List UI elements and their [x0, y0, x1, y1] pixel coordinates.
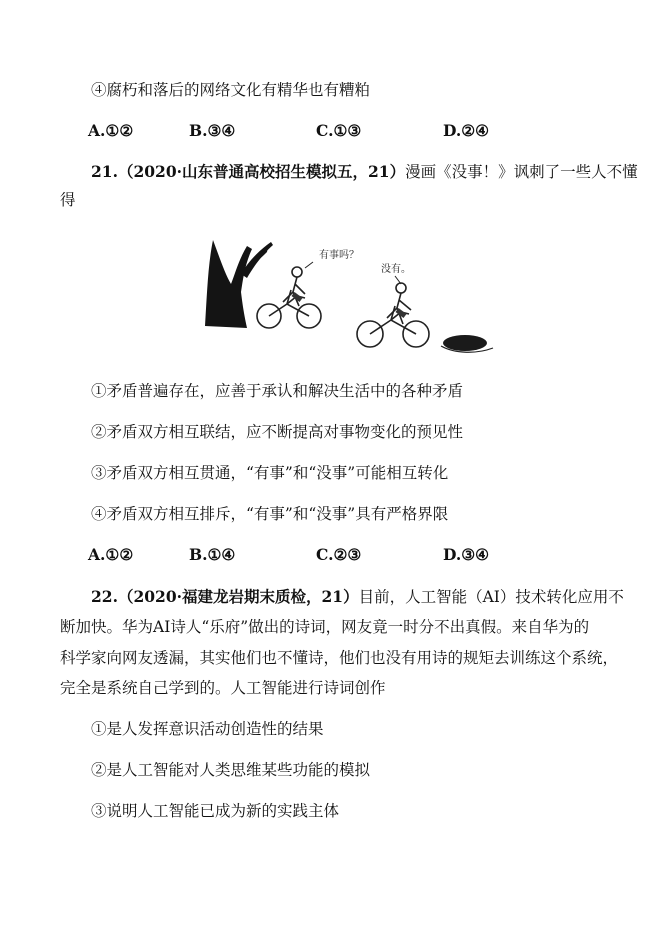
q21-option-d: D.③④ — [443, 545, 490, 564]
speech-bubble-left — [305, 248, 359, 268]
bubble-right-text: 没有。 — [381, 264, 411, 275]
q20-option-b: B.③④ — [189, 121, 236, 140]
q22-item-3: ③说明人工智能已成为新的实践主体 — [91, 802, 340, 820]
q21-stem-text: 漫画《没事！》讽刺了一些人不懂 — [405, 163, 638, 181]
tree-drawing — [205, 240, 273, 328]
q21-item-2: ②矛盾双方相互联结，应不断提高对事物变化的预见性 — [91, 423, 464, 441]
q21-option-b: B.①④ — [189, 545, 236, 564]
stone-drawing — [441, 335, 493, 352]
bubble-left-text: 有事吗？ — [319, 250, 359, 261]
q22-item-1: ①是人发挥意识活动创造性的结果 — [91, 720, 324, 738]
speech-bubble-right — [381, 262, 411, 284]
q20-option-c: C.①③ — [316, 121, 362, 140]
q22-stem-line-1 — [91, 587, 624, 607]
q22-stem-line-3: 科学家向网友透漏，其实他们也不懂诗，他们也没有用诗的规矩去训练这个系统， — [60, 649, 619, 667]
q21-option-a: A.①② — [88, 545, 134, 564]
q22-stem-text-1: 目前，人工智能（AI）技术转化应用不 — [358, 588, 624, 606]
q22-stem-line-4: 完全是系统自己学到的。人工智能进行诗词创作 — [60, 679, 386, 697]
q21-item-4: ④矛盾双方相互排斥，“有事”和“没事”具有严格界限 — [91, 505, 449, 523]
q21-option-c: C.②③ — [316, 545, 362, 564]
q22-source-heading: 22.（2020·福建龙岩期末质检，21） — [91, 587, 359, 606]
q21-item-1: ①矛盾普遍存在，应善于承认和解决生活中的各种矛盾 — [91, 382, 464, 400]
cartoon-illustration — [205, 234, 495, 364]
q20-option-a: A.①② — [88, 121, 134, 140]
q20-option-item-4: ④腐朽和落后的网络文化有精华也有糟粕 — [91, 81, 371, 99]
q21-source-heading: 21.（2020·山东普通高校招生模拟五，21） — [91, 162, 406, 181]
q21-stem-line-1 — [91, 162, 638, 182]
cyclist-left — [257, 267, 321, 328]
cyclist-right — [357, 283, 429, 347]
q22-stem-line-2: 断加快。华为AI诗人“乐府”做出的诗词，网友竟一时分不出真假。来自华为的 — [60, 618, 590, 636]
q22-item-2: ②是人工智能对人类思维某些功能的模拟 — [91, 761, 371, 779]
q21-item-3: ③矛盾双方相互贯通，“有事”和“没事”可能相互转化 — [91, 464, 449, 482]
q20-option-d: D.②④ — [443, 121, 490, 140]
q21-stem-line-2: 得 — [60, 191, 76, 209]
